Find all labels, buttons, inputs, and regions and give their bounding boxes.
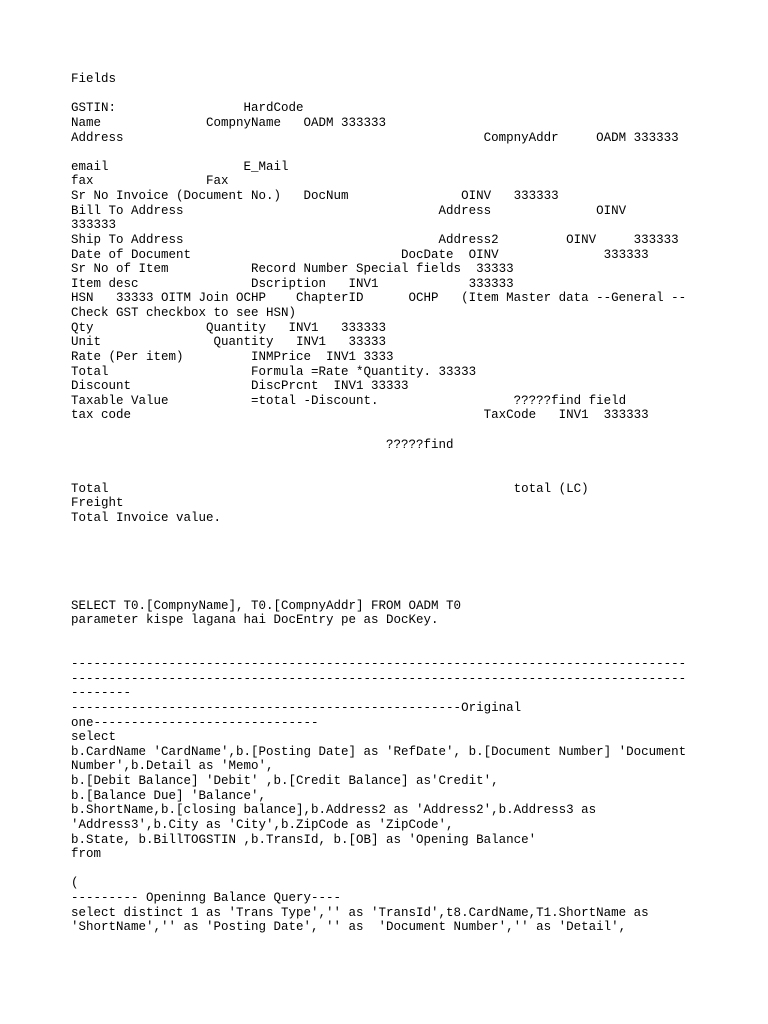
document-page: [71, 72, 711, 1012]
document-text: Fields GSTIN: HardCode Name CompnyName OADM 333333 Address CompnyAddr OADM 333333 email E_Mail fax Fax Sr No Invoice (Document No.) DocNum OINV 333333 Bill To Address Address OINV 333333 Ship To Address Address2 OINV 333333 Date of Document DocDate OINV 333333 Sr No of Item Record Number Special fields 33333 Item desc Dscription INV1 333333 HSN 33333 OITM Join OCHP ChapterID OCHP (Item Master data --General -- Check GST checkbox to see HSN) Qty Quantity INV1 333333 Unit Quantity INV1 33333 Rate (Per item) INMPrice INV1 3333 Total Formula =Rate *Quantity. 33333 Discount DiscPrcnt INV1 33333 Taxable Value =total -Discount. ?????find field tax code TaxCode INV1 333333 ?????find Total total (LC) Freight Total Invoice value. SELECT T0.[CompnyName], T0.[CompnyAddr] FROM OADM T0 parameter kispe lagana hai DocEntry pe as DocKey. ---------------------------------------------------------------------------------- ---------------------------------------------------------------------------------- -------- ----------------------------------------------------Original one------------------------------ select b.CardName 'CardName',b.[Posting Date] as 'RefDate', b.[Document Number] 'Document Number',b.Detail as 'Memo', b.[Debit Balance] 'Debit' ,b.[Credit Balance] as'Credit', b.[Balance Due] 'Balance', b.ShortName,b.[closing balance],b.Address2 as 'Address2',b.Address3 as 'Address3',b.City as 'City',b.ZipCode as 'ZipCode', b.State, b.BillTOGSTIN ,b.TransId, b.[OB] as 'Opening Balance' from ( --------- Openinng Balance Query---- select distinct 1 as 'Trans Type','' as 'TransId',t8.CardName,T1.ShortName as 'ShortName','' as 'Posting Date', '' as 'Document Number','' as 'Detail',: [71, 72, 687, 935]
